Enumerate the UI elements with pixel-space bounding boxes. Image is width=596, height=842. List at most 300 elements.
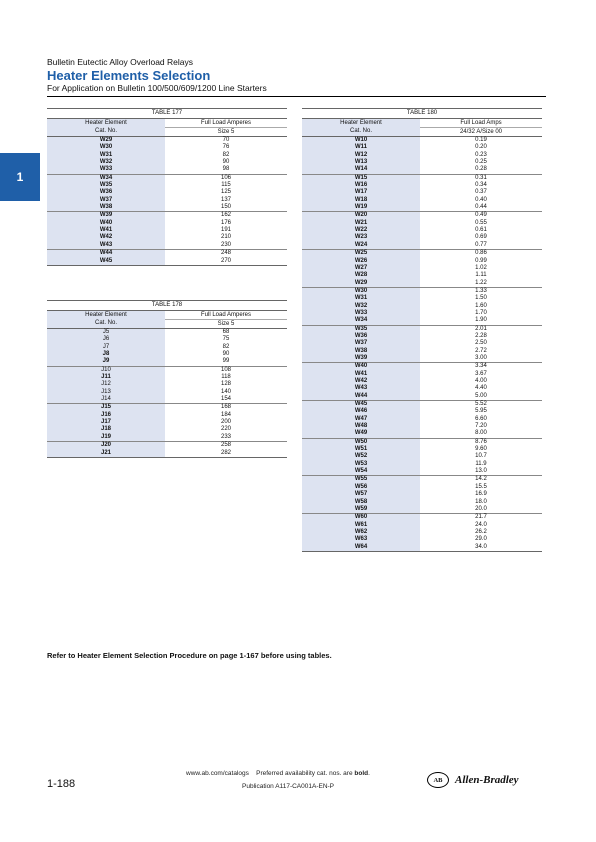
header-value-line: 24/32 A/Size 00 bbox=[420, 128, 542, 137]
amperes-cell: 1.50 bbox=[475, 295, 487, 302]
cat-no-cell: J9 bbox=[47, 358, 165, 365]
table-row bbox=[47, 258, 287, 266]
amperes-cell: 0.31 bbox=[475, 174, 487, 181]
cat-no-cell: J7 bbox=[47, 344, 165, 351]
table-row bbox=[47, 404, 287, 411]
cat-no-cell: W52 bbox=[302, 453, 420, 460]
amperes-cell: 128 bbox=[220, 381, 231, 388]
page-subtitle: For Application on Bulletin 100/500/609/1200 Line Starters bbox=[47, 83, 267, 93]
amperes-cell: 0.34 bbox=[475, 182, 487, 189]
cat-no-cell: W39 bbox=[47, 212, 165, 219]
cat-no-cell: W11 bbox=[302, 144, 420, 151]
table-row bbox=[302, 348, 542, 355]
cat-no-cell: W31 bbox=[47, 152, 165, 159]
cat-no-cell: W46 bbox=[302, 408, 420, 415]
amperes-cell: 230 bbox=[220, 241, 231, 248]
cat-no-cell: W45 bbox=[302, 401, 420, 408]
cat-no-cell: W49 bbox=[302, 430, 420, 437]
cat-no-cell: W39 bbox=[302, 355, 420, 362]
amperes-cell: 0.61 bbox=[475, 227, 487, 234]
cat-no-cell: W41 bbox=[47, 227, 165, 234]
footer-availability-bold: bold bbox=[354, 770, 369, 777]
cat-no-cell: J11 bbox=[47, 374, 165, 381]
amperes-cell: 0.19 bbox=[475, 137, 487, 143]
amperes-cell: 258 bbox=[220, 442, 231, 449]
cat-no-cell: J18 bbox=[47, 426, 165, 433]
table-row bbox=[302, 175, 542, 182]
amperes-cell: 8.76 bbox=[475, 438, 487, 445]
table-row bbox=[302, 378, 542, 385]
cat-no-cell: W32 bbox=[47, 159, 165, 166]
table-row bbox=[47, 242, 287, 250]
header-value-line: Size 5 bbox=[165, 128, 287, 137]
table-row bbox=[302, 166, 542, 174]
amperes-cell: 0.28 bbox=[475, 166, 487, 173]
table-row bbox=[47, 344, 287, 351]
amperes-cell: 154 bbox=[220, 396, 231, 403]
usage-note: Refer to Heater Element Selection Procedure on page 1-167 before using tables. bbox=[47, 651, 332, 660]
table-header bbox=[302, 119, 542, 137]
cat-no-cell: W28 bbox=[302, 272, 420, 279]
table-row bbox=[47, 144, 287, 151]
table-row bbox=[47, 374, 287, 381]
cat-no-cell: W40 bbox=[47, 220, 165, 227]
table-caption: TABLE 178 bbox=[47, 300, 287, 311]
table-row bbox=[47, 250, 287, 257]
amperes-cell: 5.52 bbox=[475, 401, 487, 408]
cat-no-cell: W21 bbox=[302, 220, 420, 227]
amperes-cell: 2.72 bbox=[475, 347, 487, 354]
table-row bbox=[302, 317, 542, 325]
header-value-column bbox=[165, 119, 287, 137]
amperes-cell: 34.0 bbox=[475, 543, 487, 550]
table-row bbox=[302, 152, 542, 159]
cat-no-cell: W38 bbox=[302, 348, 420, 355]
amperes-cell: 0.55 bbox=[475, 219, 487, 226]
table-row bbox=[47, 182, 287, 189]
table-row bbox=[47, 389, 287, 396]
amperes-cell: 82 bbox=[222, 343, 230, 350]
amperes-cell: 1.70 bbox=[475, 309, 487, 316]
table-row bbox=[302, 295, 542, 302]
table-row bbox=[302, 430, 542, 438]
table-row bbox=[302, 408, 542, 415]
amperes-cell: 98 bbox=[222, 166, 230, 173]
amperes-cell: 24.0 bbox=[475, 521, 487, 528]
table-row bbox=[302, 461, 542, 468]
cat-no-cell: W32 bbox=[302, 303, 420, 310]
cat-no-cell: W43 bbox=[302, 385, 420, 392]
amperes-cell: 5.00 bbox=[475, 392, 487, 399]
cat-no-cell: W14 bbox=[302, 166, 420, 173]
header-cat-line: Heater Element bbox=[340, 120, 382, 126]
table-row bbox=[302, 416, 542, 423]
cat-no-cell: J13 bbox=[47, 389, 165, 396]
amperes-cell: 0.40 bbox=[475, 196, 487, 203]
cat-no-cell: W43 bbox=[47, 242, 165, 249]
amperes-cell: 26.2 bbox=[475, 528, 487, 535]
amperes-cell: 76 bbox=[222, 144, 230, 151]
amperes-cell: 15.5 bbox=[475, 483, 487, 490]
table-row bbox=[47, 336, 287, 343]
table-row bbox=[47, 234, 287, 241]
cat-no-cell: W54 bbox=[302, 468, 420, 475]
amperes-cell: 125 bbox=[220, 189, 231, 196]
table-row bbox=[302, 393, 542, 401]
amperes-cell: 176 bbox=[220, 219, 231, 226]
header-value-line: Size 5 bbox=[165, 320, 287, 329]
header-cat-column bbox=[47, 311, 165, 329]
table-row bbox=[302, 536, 542, 543]
table-row bbox=[47, 152, 287, 159]
amperes-cell: 3.00 bbox=[475, 354, 487, 361]
cat-no-cell: W61 bbox=[302, 522, 420, 529]
cat-no-cell: J15 bbox=[47, 404, 165, 411]
table-header bbox=[47, 311, 287, 329]
cat-no-cell: W36 bbox=[47, 189, 165, 196]
cat-no-cell: W58 bbox=[302, 499, 420, 506]
header-value-line: Full Load Amps bbox=[420, 119, 542, 128]
cat-no-cell: J5 bbox=[47, 329, 165, 336]
cat-no-cell: J19 bbox=[47, 434, 165, 441]
amperes-cell: 0.20 bbox=[475, 144, 487, 151]
amperes-cell: 1.60 bbox=[475, 302, 487, 309]
cat-no-cell: J12 bbox=[47, 381, 165, 388]
amperes-cell: 4.00 bbox=[475, 378, 487, 384]
cat-no-cell: W42 bbox=[47, 234, 165, 241]
table-row bbox=[302, 453, 542, 460]
header-cat-line: Cat. No. bbox=[94, 319, 117, 326]
header-kicker: Bulletin Eutectic Alloy Overload Relays bbox=[47, 57, 193, 67]
amperes-cell: 282 bbox=[220, 449, 231, 456]
header-cat-column bbox=[302, 119, 420, 137]
table-row bbox=[302, 288, 542, 295]
cat-no-cell: W64 bbox=[302, 544, 420, 551]
cat-no-cell: W33 bbox=[47, 166, 165, 173]
amperes-cell: 118 bbox=[221, 374, 231, 381]
amperes-cell: 2.28 bbox=[475, 332, 487, 339]
page-number: 1-188 bbox=[47, 778, 76, 790]
table-row bbox=[47, 197, 287, 204]
table-row bbox=[302, 326, 542, 333]
amperes-cell: 0.25 bbox=[475, 159, 487, 166]
cat-no-cell: W45 bbox=[47, 258, 165, 265]
amperes-cell: 191 bbox=[220, 227, 231, 234]
amperes-cell: 0.77 bbox=[475, 241, 487, 248]
cat-no-cell: W44 bbox=[302, 393, 420, 400]
cat-no-cell: W29 bbox=[302, 280, 420, 287]
table-row bbox=[47, 434, 287, 442]
table-row bbox=[302, 189, 542, 196]
cat-no-cell: J17 bbox=[47, 419, 165, 426]
header-cat-column bbox=[47, 119, 165, 137]
amperes-cell: 8.00 bbox=[475, 430, 487, 437]
amperes-cell: 3.67 bbox=[475, 370, 487, 377]
amperes-cell: 210 bbox=[220, 234, 231, 241]
cat-no-cell: W31 bbox=[302, 295, 420, 302]
table-row bbox=[302, 499, 542, 506]
cat-no-cell: W27 bbox=[302, 265, 420, 272]
cat-no-cell: W20 bbox=[302, 212, 420, 219]
amperes-cell: 0.99 bbox=[475, 257, 487, 264]
amperes-cell: 75 bbox=[222, 336, 230, 343]
table-row bbox=[302, 491, 542, 498]
table-row bbox=[302, 159, 542, 166]
header-rule bbox=[47, 96, 546, 97]
amperes-cell: 0.69 bbox=[475, 234, 487, 241]
cat-no-cell: W62 bbox=[302, 529, 420, 536]
amperes-cell: 168 bbox=[220, 404, 231, 411]
table-row bbox=[47, 358, 287, 366]
table-row bbox=[302, 423, 542, 430]
table-row bbox=[47, 166, 287, 174]
cat-no-cell: W57 bbox=[302, 491, 420, 498]
table-row bbox=[302, 385, 542, 392]
cat-no-cell: W38 bbox=[47, 204, 165, 211]
amperes-cell: 90 bbox=[222, 351, 230, 358]
cat-no-cell: W29 bbox=[47, 137, 165, 144]
cat-no-cell: W55 bbox=[302, 476, 420, 483]
table-row bbox=[47, 442, 287, 449]
table-row bbox=[302, 204, 542, 212]
cat-no-cell: W42 bbox=[302, 378, 420, 385]
section-tab: 1 bbox=[0, 153, 40, 201]
amperes-cell: 13.0 bbox=[475, 468, 487, 475]
table-row bbox=[302, 371, 542, 378]
amperes-cell: 90 bbox=[222, 159, 230, 166]
page-header bbox=[47, 57, 547, 94]
cat-no-cell: W63 bbox=[302, 536, 420, 543]
cat-no-cell: W33 bbox=[302, 310, 420, 317]
amperes-cell: 18.0 bbox=[475, 498, 487, 505]
amperes-cell: 0.49 bbox=[475, 212, 487, 219]
table-row bbox=[302, 220, 542, 227]
amperes-cell: 70 bbox=[222, 137, 230, 143]
amperes-cell: 6.60 bbox=[475, 415, 487, 422]
table-row bbox=[302, 355, 542, 363]
cat-no-cell: W51 bbox=[302, 446, 420, 453]
amperes-cell: 5.95 bbox=[475, 408, 487, 415]
table-row bbox=[302, 197, 542, 204]
amperes-cell: 1.90 bbox=[475, 317, 487, 324]
table-180 bbox=[302, 108, 542, 552]
table-row bbox=[302, 476, 542, 483]
table-row bbox=[302, 340, 542, 347]
table-row bbox=[47, 137, 287, 144]
cat-no-cell: W36 bbox=[302, 333, 420, 340]
cat-no-cell: W24 bbox=[302, 242, 420, 249]
amperes-cell: 200 bbox=[220, 419, 231, 426]
amperes-cell: 3.34 bbox=[475, 363, 487, 370]
table-row bbox=[302, 250, 542, 257]
table-row bbox=[302, 484, 542, 491]
cat-no-cell: J21 bbox=[47, 450, 165, 457]
brand-name: Allen-Bradley bbox=[455, 774, 519, 786]
cat-no-cell: W23 bbox=[302, 234, 420, 241]
table-row bbox=[47, 367, 287, 374]
cat-no-cell: W15 bbox=[302, 175, 420, 182]
table-row bbox=[47, 381, 287, 388]
table-row bbox=[302, 280, 542, 288]
table-row bbox=[47, 159, 287, 166]
footer-url[interactable]: www.ab.com/catalogs bbox=[186, 770, 249, 777]
amperes-cell: 82 bbox=[222, 151, 230, 158]
table-row bbox=[302, 514, 542, 521]
table-row bbox=[47, 189, 287, 196]
table-row bbox=[47, 212, 287, 219]
amperes-cell: 150 bbox=[220, 204, 231, 211]
cat-no-cell: W47 bbox=[302, 416, 420, 423]
cat-no-cell: W37 bbox=[302, 340, 420, 347]
amperes-cell: 140 bbox=[220, 388, 231, 395]
amperes-cell: 10.7 bbox=[475, 453, 487, 460]
table-row bbox=[47, 419, 287, 426]
table-row bbox=[47, 329, 287, 336]
table-row bbox=[47, 175, 287, 182]
table-row bbox=[302, 522, 542, 529]
table-row bbox=[302, 446, 542, 453]
amperes-cell: 11.9 bbox=[475, 460, 487, 467]
table-row bbox=[302, 363, 542, 370]
cat-no-cell: W30 bbox=[47, 144, 165, 151]
footer-publication: Publication A117-CA001A-EN-P bbox=[242, 783, 335, 790]
amperes-cell: 7.20 bbox=[475, 423, 487, 430]
amperes-cell: 115 bbox=[221, 182, 231, 189]
table-row bbox=[302, 182, 542, 189]
amperes-cell: 248 bbox=[220, 250, 231, 257]
table-row bbox=[47, 412, 287, 419]
table-row bbox=[302, 310, 542, 317]
cat-no-cell: W26 bbox=[302, 258, 420, 265]
cat-no-cell: J6 bbox=[47, 336, 165, 343]
header-cat-line: Cat. No. bbox=[94, 127, 117, 134]
amperes-cell: 1.33 bbox=[475, 287, 487, 294]
cat-no-cell: W50 bbox=[302, 439, 420, 446]
table-row bbox=[302, 137, 542, 144]
table-caption: TABLE 180 bbox=[302, 108, 542, 119]
table-row bbox=[47, 351, 287, 358]
amperes-cell: 0.37 bbox=[475, 189, 487, 196]
table-row bbox=[302, 401, 542, 408]
header-cat-line: Heater Element bbox=[85, 120, 127, 126]
amperes-cell: 233 bbox=[220, 433, 231, 440]
cat-no-cell: W40 bbox=[302, 363, 420, 370]
cat-no-cell: W12 bbox=[302, 152, 420, 159]
cat-no-cell: W53 bbox=[302, 461, 420, 468]
cat-no-cell: J16 bbox=[47, 412, 165, 419]
cat-no-cell: W60 bbox=[302, 514, 420, 521]
cat-no-cell: W56 bbox=[302, 484, 420, 491]
cat-no-cell: W19 bbox=[302, 204, 420, 211]
cat-no-cell: W48 bbox=[302, 423, 420, 430]
table-row bbox=[47, 450, 287, 458]
table-row bbox=[302, 529, 542, 536]
table-row bbox=[47, 426, 287, 433]
table-177 bbox=[47, 108, 287, 266]
cat-no-cell: J10 bbox=[47, 367, 165, 374]
cat-no-cell: W35 bbox=[302, 326, 420, 333]
amperes-cell: 20.0 bbox=[475, 505, 487, 512]
header-value-line: Full Load Amperes bbox=[165, 311, 287, 320]
header-cat-line: Cat. No. bbox=[349, 127, 372, 134]
table-row bbox=[302, 144, 542, 151]
amperes-cell: 9.60 bbox=[475, 446, 487, 453]
cat-no-cell: W13 bbox=[302, 159, 420, 166]
header-cat-line: Heater Element bbox=[85, 312, 127, 318]
table-row bbox=[302, 234, 542, 241]
table-row bbox=[302, 544, 542, 552]
amperes-cell: 2.01 bbox=[475, 325, 487, 332]
cat-no-cell: W37 bbox=[47, 197, 165, 204]
table-row bbox=[47, 220, 287, 227]
table-row bbox=[47, 227, 287, 234]
table-row bbox=[302, 333, 542, 340]
table-row bbox=[302, 242, 542, 250]
table-row bbox=[47, 204, 287, 212]
amperes-cell: 162 bbox=[220, 212, 231, 219]
table-row bbox=[302, 212, 542, 219]
table-row bbox=[302, 468, 542, 476]
table-row bbox=[47, 396, 287, 404]
amperes-cell: 137 bbox=[220, 196, 231, 203]
table-row bbox=[302, 439, 542, 446]
cat-no-cell: W35 bbox=[47, 182, 165, 189]
cat-no-cell: W41 bbox=[302, 371, 420, 378]
cat-no-cell: J20 bbox=[47, 442, 165, 449]
amperes-cell: 16.9 bbox=[475, 491, 487, 498]
cat-no-cell: J8 bbox=[47, 351, 165, 358]
amperes-cell: 1.02 bbox=[475, 264, 487, 271]
amperes-cell: 29.0 bbox=[475, 536, 487, 543]
table-178 bbox=[47, 300, 287, 458]
amperes-cell: 99 bbox=[222, 358, 230, 365]
cat-no-cell: W17 bbox=[302, 189, 420, 196]
header-value-column bbox=[420, 119, 542, 137]
amperes-cell: 270 bbox=[220, 257, 231, 264]
cat-no-cell: W25 bbox=[302, 250, 420, 257]
brand bbox=[427, 772, 519, 788]
amperes-cell: 108 bbox=[220, 366, 231, 373]
table-row bbox=[302, 258, 542, 265]
amperes-cell: 184 bbox=[220, 411, 231, 418]
cat-no-cell: W16 bbox=[302, 182, 420, 189]
footer-info: www.ab.com/catalogs Preferred availability cat. nos. are bold. Publication A117-CA001A-EN-P bbox=[186, 770, 370, 790]
amperes-cell: 68 bbox=[222, 329, 230, 335]
footer-availability: Preferred availability cat. nos. are bbox=[256, 770, 353, 777]
amperes-cell: 14.2 bbox=[475, 476, 487, 483]
amperes-cell: 1.22 bbox=[475, 279, 487, 286]
cat-no-cell: W10 bbox=[302, 137, 420, 144]
amperes-cell: 0.23 bbox=[475, 151, 487, 158]
amperes-cell: 21.7 bbox=[475, 514, 487, 521]
amperes-cell: 4.40 bbox=[475, 385, 487, 392]
cat-no-cell: W30 bbox=[302, 288, 420, 295]
amperes-cell: 0.44 bbox=[475, 204, 487, 211]
table-caption: TABLE 177 bbox=[47, 108, 287, 119]
table-row bbox=[302, 506, 542, 514]
table-row bbox=[302, 272, 542, 279]
table-row bbox=[302, 265, 542, 272]
cat-no-cell: W34 bbox=[47, 175, 165, 182]
table-row bbox=[302, 303, 542, 310]
amperes-cell: 106 bbox=[220, 174, 231, 181]
table-row bbox=[302, 227, 542, 234]
amperes-cell: 220 bbox=[220, 426, 231, 433]
cat-no-cell: J14 bbox=[47, 396, 165, 403]
cat-no-cell: W18 bbox=[302, 197, 420, 204]
amperes-cell: 0.86 bbox=[475, 250, 487, 257]
cat-no-cell: W22 bbox=[302, 227, 420, 234]
